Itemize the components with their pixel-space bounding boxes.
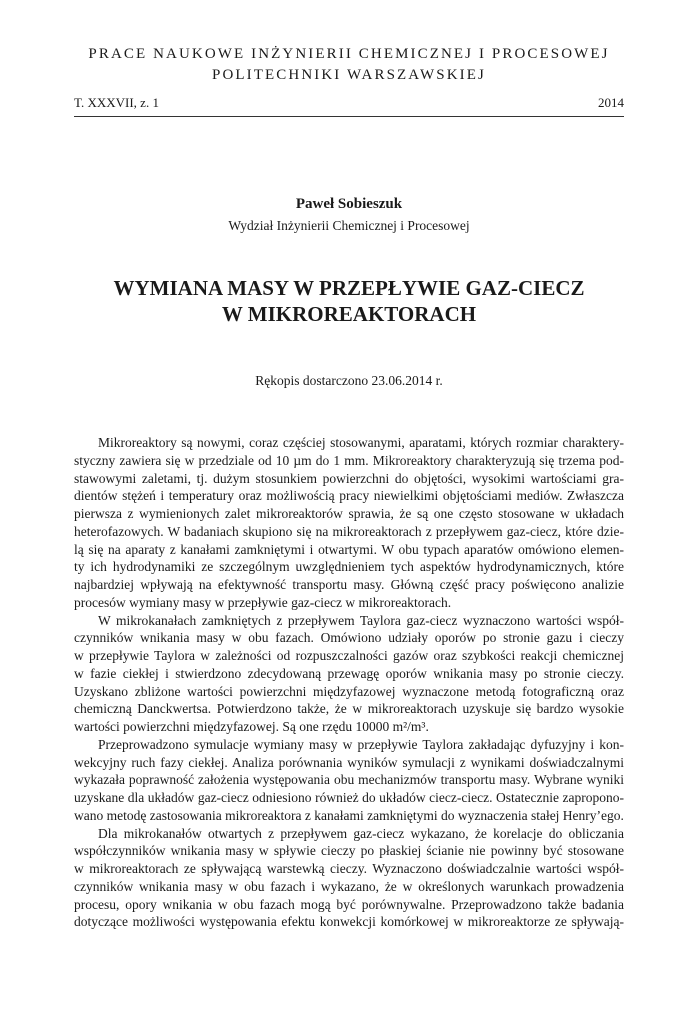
- author-affiliation: Wydział Inżynierii Chemicznej i Procesowej: [228, 218, 470, 233]
- abstract-line: dientów stężeń i temperatury oraz możliwością pracy niewielkimi objętościami mediów. Zwłaszcza: [74, 488, 624, 504]
- abstract-line: Dla mikrokanałów otwartych z przepływem gaz-ciecz wykazano, że korelacje do obliczania: [98, 825, 624, 841]
- abstract-line: ty ich hydrodynamiki ze szczególnym uwzględnieniem tych aspektów hydrodynamicznych, które: [74, 559, 624, 575]
- journal-title-line1: PRACE NAUKOWE INŻYNIERII CHEMICZNEJ I PROCESOWEJ: [88, 46, 610, 62]
- abstract-line: procesu, opory wnikania w obu fazach mogą być porównywalne. Przeprowadzono także badania: [74, 896, 624, 912]
- abstract-line: wekcyjny ruch fazy ciekłej. Analiza porównania wyników symulacji z wynikami doświadczalnymi: [74, 754, 624, 770]
- abstract-line: współczynników wnikania masy w spływie cieczy po płaskiej ścianie nie powinny być stosowane: [74, 843, 624, 859]
- abstract-line: chemiczną Danckwertsa. Potwierdzono także, że w mikroreaktorach uzyskuje się bardzo wysokie: [74, 701, 624, 717]
- abstract-line: najbardziej wpływają na efektywność transportu masy. Główną część pracy poświęcono analizie: [74, 577, 624, 592]
- abstract-line: czynników wnikania masy w obu fazach. Omówiono udziały oporów po stronie gazu i cieczy: [74, 630, 624, 646]
- abstract-line: stawowymi zaletami, tj. dużym stosunkiem powierzchni do objętości, wysokimi wartościami gra-: [74, 470, 624, 486]
- paper-title: [74, 275, 624, 327]
- abstract-line: Przeprowadzono symulacje wymiany masy w przepływie Taylora zakładając dyfuzyjny i kon-: [98, 736, 624, 752]
- abstract-line: Mikroreaktory są nowymi, coraz częściej stosowanymi, aparatami, których rozmiar charaktery-: [98, 435, 624, 450]
- abstract-line: pierwsza z wymienionych zalet mikroreaktorów sprawia, że są one często stosowane w układach: [74, 506, 624, 521]
- author-name: Paweł Sobieszuk: [295, 196, 403, 212]
- received-date: Rękopis dostarczono 23.06.2014 r.: [255, 373, 443, 388]
- abstract-line: w przepływie Taylora w zależności od rozpuszczalności gazów oraz szybkości reakcji chemicznej: [74, 648, 624, 663]
- abstract-line: w fazie ciekłej i stwierdzono zdecydowaną przewagę oporów wnikania masy po stronie cieczy.: [74, 665, 624, 681]
- abstract-line: styczny zawiera się w przedziale od 10 µm do 1 mm. Mikroreaktory charakteryzują się trzema pod-: [74, 452, 624, 468]
- abstract-line: heterofazowych. W badaniach skupiono się na mikroreaktorach z przepływem gaz-ciecz, które dzie-: [74, 523, 624, 539]
- journal-title: [74, 44, 624, 86]
- abstract-line: wartości powierzchni międzyfazowej. Są one rzędu 10000 m²/m³.: [74, 719, 429, 734]
- abstract-line: wykazała poprawność założenia występowania obu mechanizmów transportu masy. Wybrane wyniki: [74, 772, 624, 788]
- abstract-line: w mikroreaktorach ze spływającą warstewką cieczy. Wyznaczono doświadczalnie wartości współ-: [74, 861, 624, 876]
- paper-title-line1: WYMIANA MASY W PRZEPŁYWIE GAZ-CIECZ: [113, 276, 585, 300]
- header-rule: [74, 116, 624, 117]
- abstract-line: lą się na aparaty z kanałami zamkniętymi i otwartymi. W obu typach aparatów omówiono elemen-: [74, 541, 624, 557]
- abstract-line: Uzyskano zbliżone wartości powierzchni międzyfazowej wyznaczone metodą fotograficzną oraz: [74, 683, 624, 699]
- abstract-line: procesów wymiany masy w przepływie gaz-ciecz w mikroreaktorach.: [74, 594, 452, 610]
- paper-title-line2: W MIKROREAKTORACH: [221, 302, 477, 326]
- abstract-line: uzyskane dla układów gaz-ciecz odniesiono również do układów ciecz-ciecz. Ostatecznie zapropono-: [74, 790, 624, 805]
- journal-title-line2: POLITECHNIKI WARSZAWSKIEJ: [212, 67, 486, 83]
- publication-year: 2014: [598, 95, 624, 110]
- abstract-line: dotyczące możliwości występowania efektu konwekcji komórkowej w mikroreaktorze ze spływają-: [74, 914, 624, 930]
- volume-issue: T. XXXVII, z. 1: [74, 95, 159, 110]
- abstract-line: W mikrokanałach zamkniętych z przepływem Taylora gaz-ciecz wyznaczono wartości współ-: [98, 612, 624, 628]
- abstract-line: wano metodę zastosowania mikroreaktora z kanałami zamkniętymi do wyznaczenia stałej Henry’ego.: [74, 807, 624, 823]
- abstract-line: czynników wnikania masy w obu fazach i wykazano, że w określonych warunkach prowadzenia: [74, 878, 624, 894]
- abstract: [74, 434, 624, 931]
